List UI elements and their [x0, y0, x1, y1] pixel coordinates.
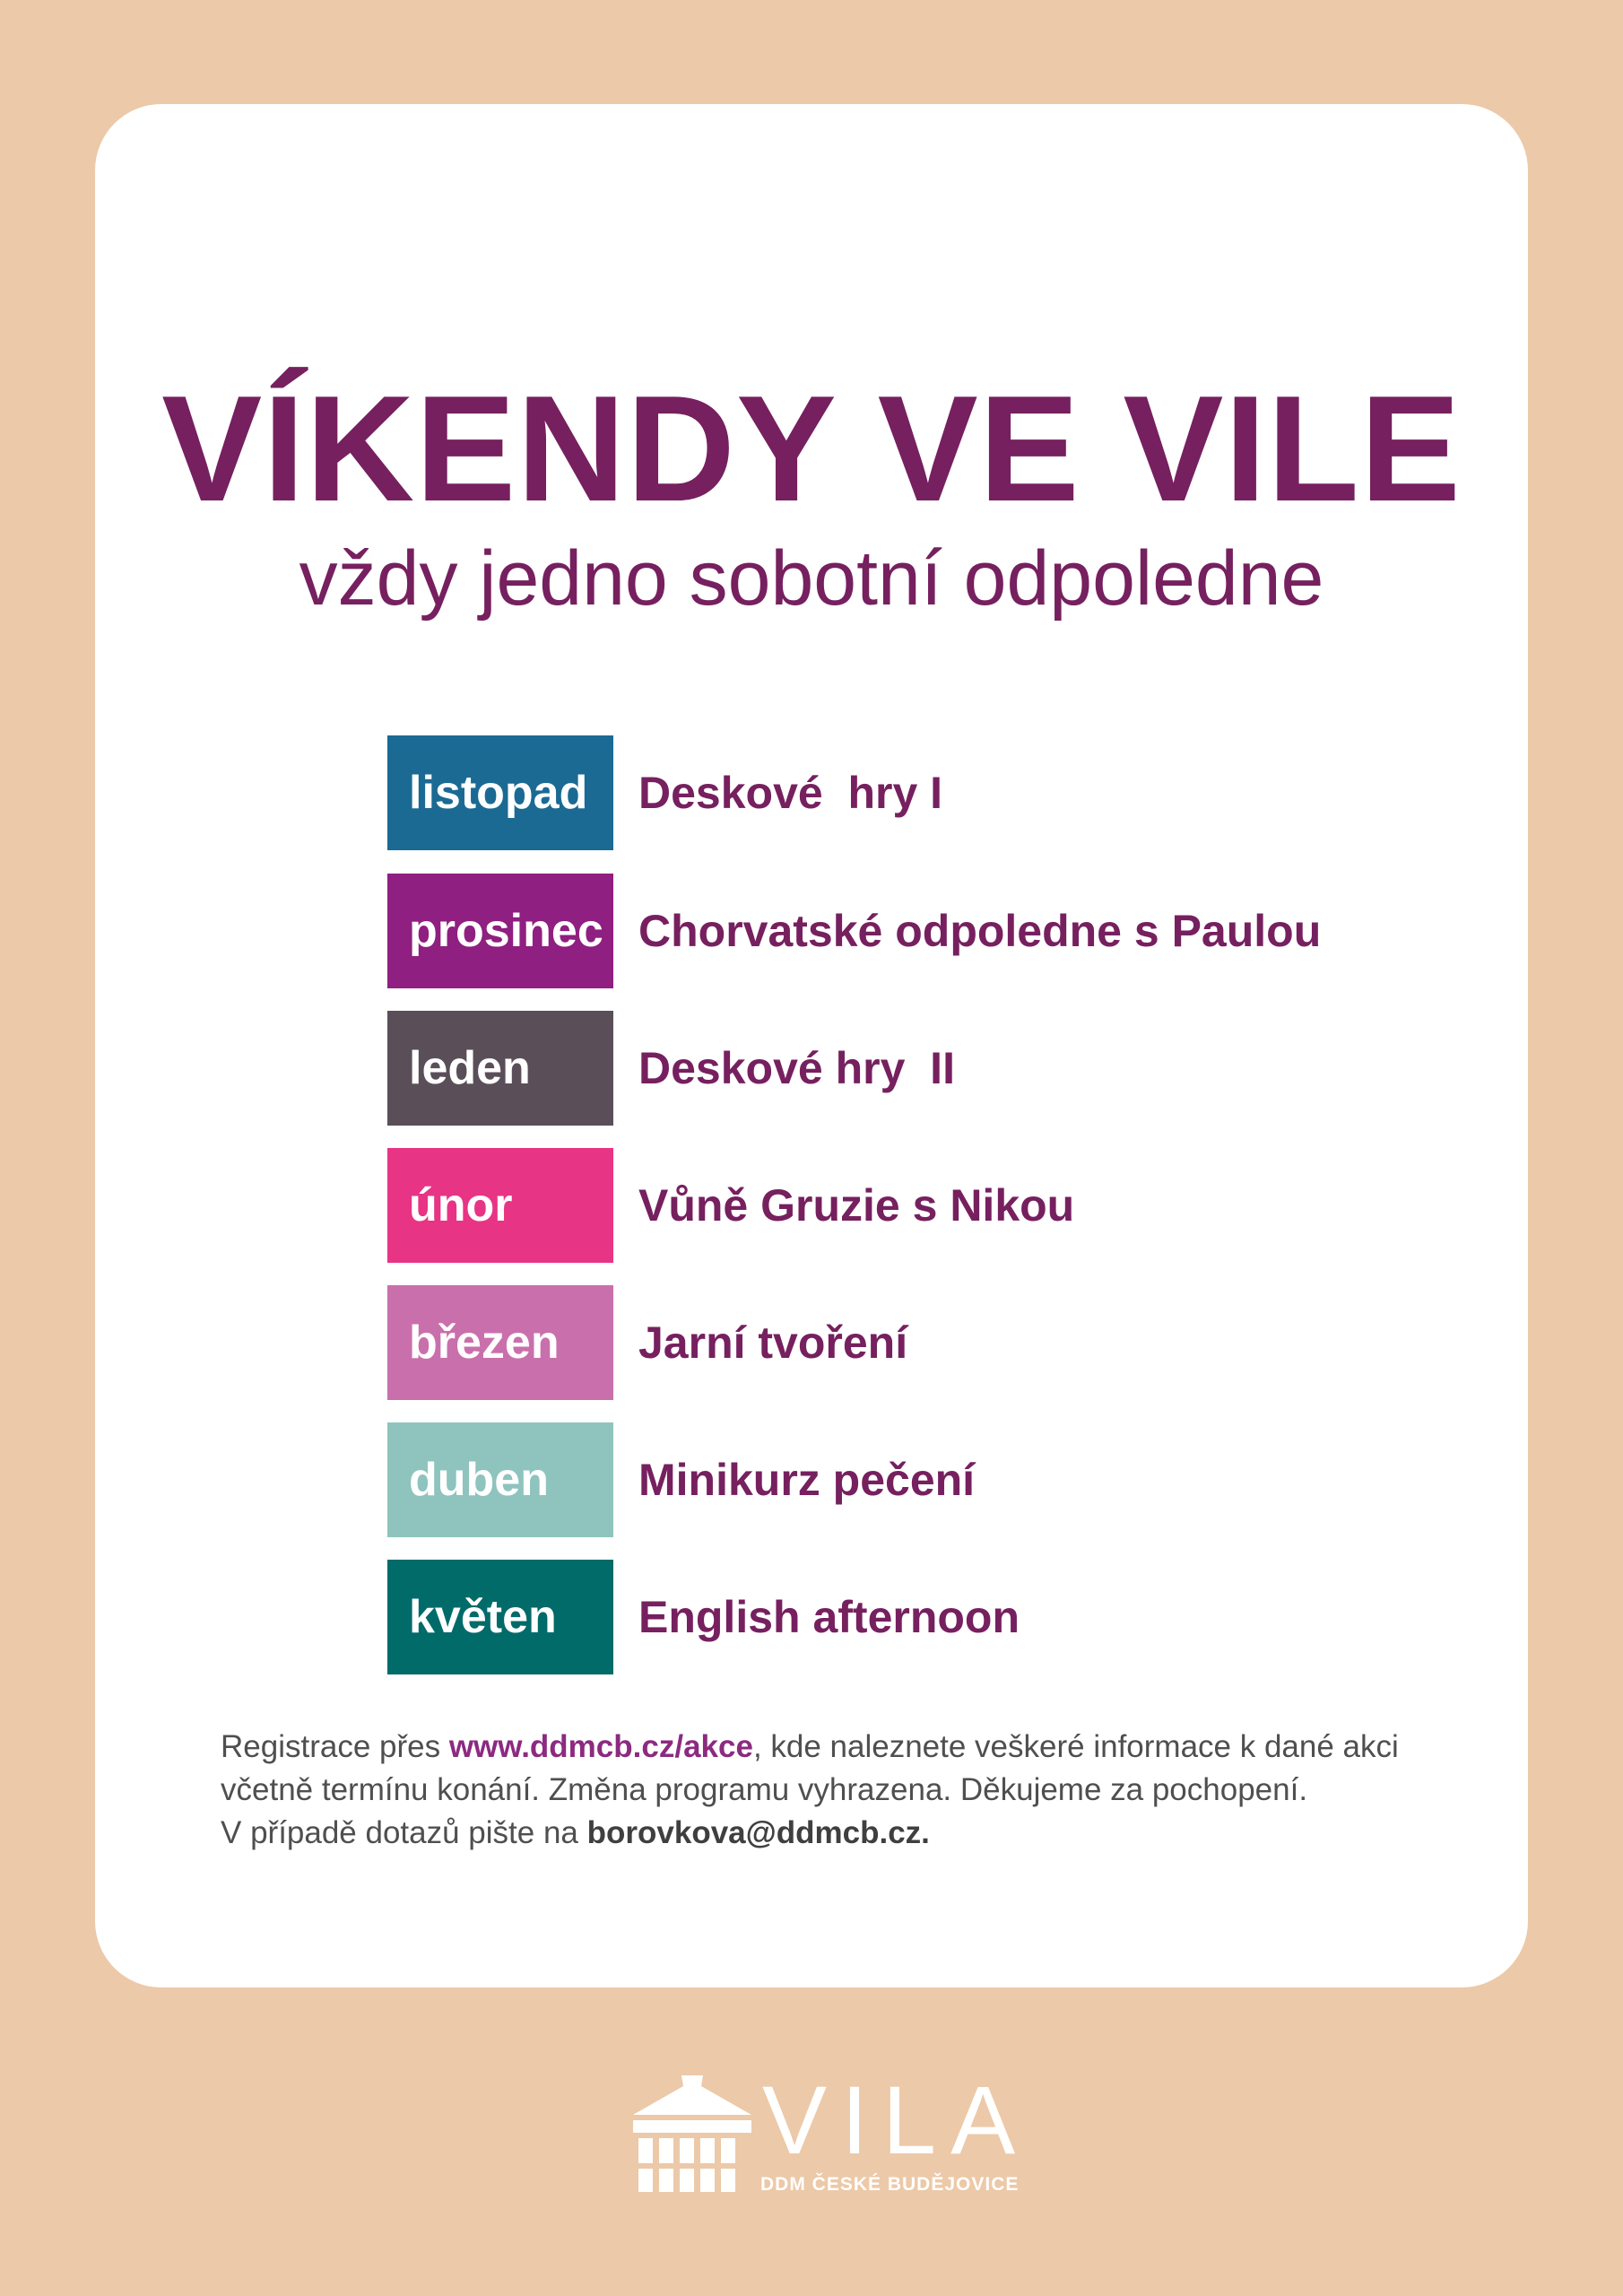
- contact-prefix: V případě dotazů pište na: [221, 1815, 587, 1850]
- logo-wordmark: VILA: [762, 2066, 1030, 2174]
- poster-card: [95, 104, 1528, 1987]
- info-line-2: včetně termínu konání. Změna programu vyhrazena. Děkujeme za pochopení.: [221, 1772, 1308, 1807]
- event-title: Deskové hry I: [638, 768, 943, 818]
- month-badge: prosinec: [387, 874, 613, 988]
- registration-link[interactable]: www.ddmcb.cz/akce: [448, 1729, 753, 1764]
- event-title: Chorvatské odpoledne s Paulou: [638, 906, 1322, 956]
- page-subtitle: vždy jedno sobotní odpoledne: [299, 535, 1324, 622]
- month-badge: duben: [387, 1422, 613, 1537]
- event-title: Deskové hry II: [638, 1043, 955, 1093]
- month-badge: únor: [387, 1148, 613, 1263]
- page-title: VÍKENDY VE VILE: [161, 364, 1462, 533]
- event-title: Minikurz pečení: [638, 1455, 976, 1505]
- schedule-row-duben: [387, 1422, 1463, 1537]
- schedule-row-brezen: [387, 1285, 1463, 1400]
- schedule-row-kveten: [387, 1560, 1463, 1674]
- vila-logo: [629, 2066, 1030, 2206]
- schedule-row-unor: [387, 1148, 1463, 1263]
- schedule-row-leden: [387, 1011, 1463, 1126]
- schedule-row-prosinec: [387, 874, 1463, 988]
- villa-building-icon: [629, 2072, 755, 2194]
- info-line-3: [221, 1812, 1458, 1855]
- month-badge: květen: [387, 1560, 613, 1674]
- logo-subtitle: DDM ČESKÉ BUDĚJOVICE: [760, 2174, 1020, 2195]
- event-title: English afternoon: [638, 1592, 1020, 1642]
- schedule-row-listopad: [387, 735, 1463, 850]
- info-prefix: Registrace přes: [221, 1729, 449, 1764]
- event-title: Vůně Gruzie s Nikou: [638, 1180, 1075, 1231]
- month-badge: leden: [387, 1011, 613, 1126]
- month-badge: listopad: [387, 735, 613, 850]
- info-line-1: [221, 1726, 1458, 1769]
- info-suffix: , kde naleznete veškeré informace k dané akci: [752, 1729, 1399, 1764]
- month-badge: březen: [387, 1285, 613, 1400]
- registration-info: [221, 1726, 1458, 1855]
- event-title: Jarní tvoření: [638, 1318, 908, 1368]
- contact-email[interactable]: borovkova@ddmcb.cz.: [586, 1815, 930, 1850]
